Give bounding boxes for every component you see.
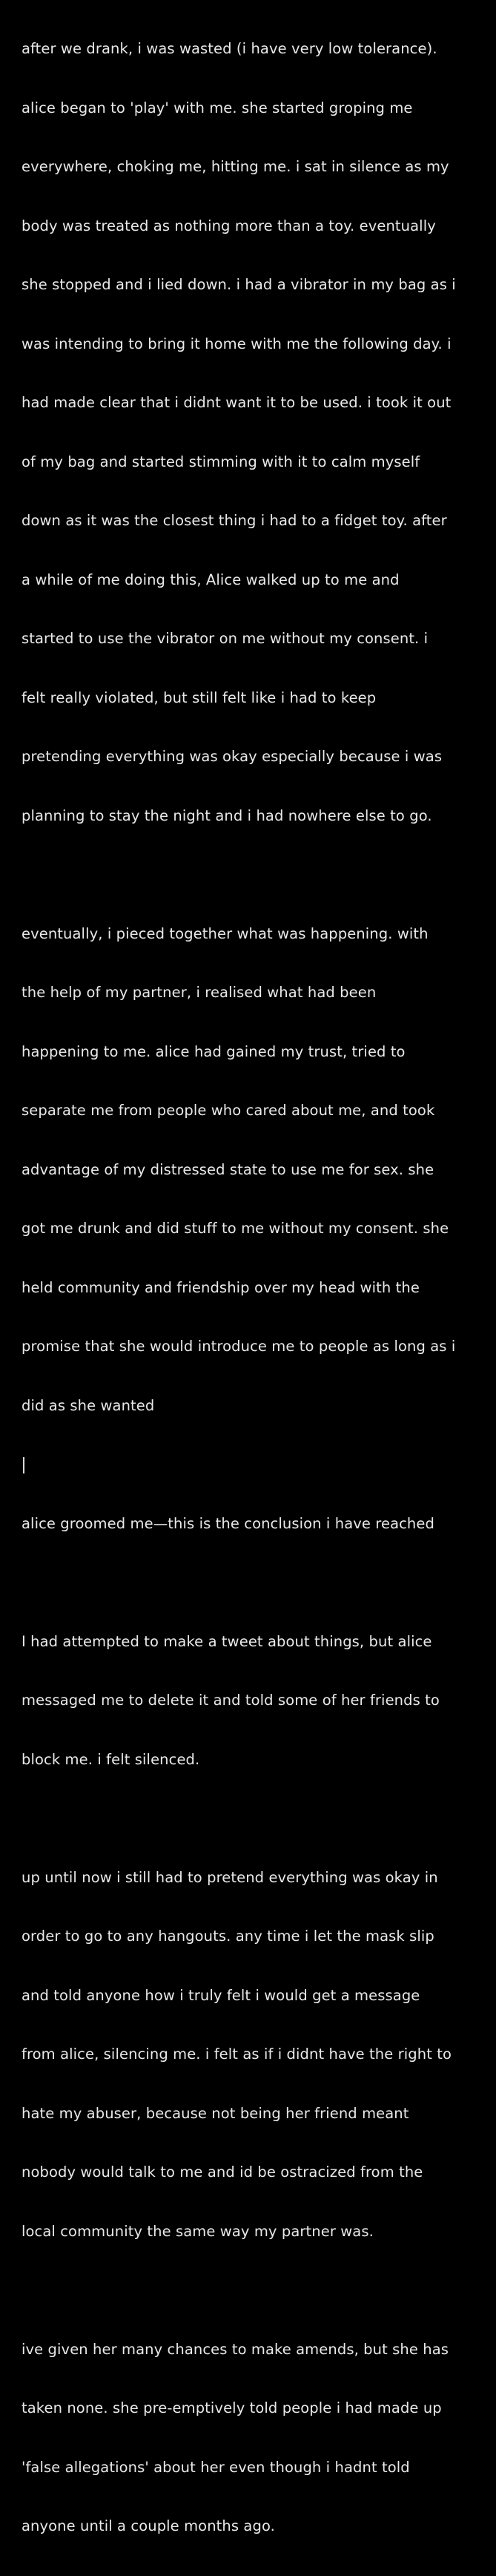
text-cursor-icon (23, 1457, 24, 1473)
text-line: block me. i felt silenced. (22, 1750, 200, 1768)
cursor-line (22, 1455, 490, 1475)
text-line: messaged me to delete it and told some of her friends to (22, 1692, 440, 1709)
blank-line (22, 1809, 490, 1829)
text-line: up until now i still had to pretend everything was okay in (22, 1868, 438, 1886)
text-line: planning to stay the night and i had nowhere else to go. (22, 806, 432, 824)
text-line: pretending everything was okay especially because i was (22, 748, 443, 765)
text-line: and told anyone how i truly felt i would get a message (22, 1986, 420, 2004)
text-line: ive given her many chances to make amends, but she has (22, 2340, 449, 2358)
blank-line (22, 2281, 490, 2301)
text-line: taken none. she pre-emptively told people i had made up (22, 2399, 442, 2416)
text-line: advantage of my distressed state to use me for sex. she (22, 1160, 434, 1178)
paragraph-3 (22, 1475, 490, 1574)
text-line: had made clear that i didnt want it to be used. i took it out (22, 394, 452, 411)
text-line: down as it was the closest thing i had to a fidget toy. after (22, 512, 447, 529)
text-line: from alice, silencing me. i felt as if i didnt have the right to (22, 2046, 452, 2063)
text-line: anyone until a couple months ago. (22, 2517, 275, 2534)
text-line: everywhere, choking me, hitting me. i sat in silence as my (22, 158, 449, 175)
text-line: body was treated as nothing more than a toy. eventually (22, 217, 436, 234)
blank-line (22, 865, 490, 885)
paragraph-6 (22, 2301, 490, 2576)
text-line: felt really violated, but still felt like i had to keep (22, 689, 377, 706)
text-line: did as she wanted (22, 1396, 155, 1414)
blank-line (22, 1573, 490, 1593)
paragraph-2 (22, 885, 490, 1456)
text-line: 'false allegations' about her even though i hadnt told (22, 2458, 410, 2476)
text-line: of my bag and started stimming with it to calm myself (22, 453, 420, 470)
text-line: a while of me doing this, Alice walked up to me and (22, 571, 400, 588)
text-line: happening to me. alice had gained my trust, tried to (22, 1042, 406, 1060)
text-line: got me drunk and did stuff to me without my consent. she (22, 1220, 449, 1237)
text-line: alice began to 'play' with me. she started groping me (22, 99, 413, 116)
text-line: hate my abuser, because not being her friend meant (22, 2104, 409, 2122)
paragraph-4 (22, 1593, 490, 1810)
text-line: after we drank, i was wasted (i have very low tolerance). (22, 40, 437, 57)
text-line: promise that she would introduce me to people as long as i (22, 1338, 456, 1355)
text-line: started to use the vibrator on me without my consent. i (22, 630, 429, 647)
text-line: she stopped and i lied down. i had a vibrator in my bag as i (22, 276, 456, 293)
text-line: separate me from people who cared about me, and took (22, 1102, 435, 1119)
text-line: the help of my partner, i realised what had been (22, 984, 377, 1001)
text-line: eventually, i pieced together what was happening. with (22, 924, 429, 942)
text-line: local community the same way my partner was. (22, 2222, 374, 2240)
paragraph-5 (22, 1829, 490, 2281)
text-line: order to go to any hangouts. any time i let the mask slip (22, 1928, 434, 1945)
paragraph-1 (22, 0, 490, 865)
text-line: nobody would talk to me and id be ostracized from the (22, 2163, 423, 2181)
text-line: held community and friendship over my head with the (22, 1278, 420, 1296)
note-text-area[interactable] (22, 0, 490, 2576)
text-line: I had attempted to make a tweet about things, but alice (22, 1632, 432, 1650)
text-line: was intending to bring it home with me the following day. i (22, 335, 452, 352)
text-line: alice groomed me—this is the conclusion i have reached (22, 1514, 434, 1532)
